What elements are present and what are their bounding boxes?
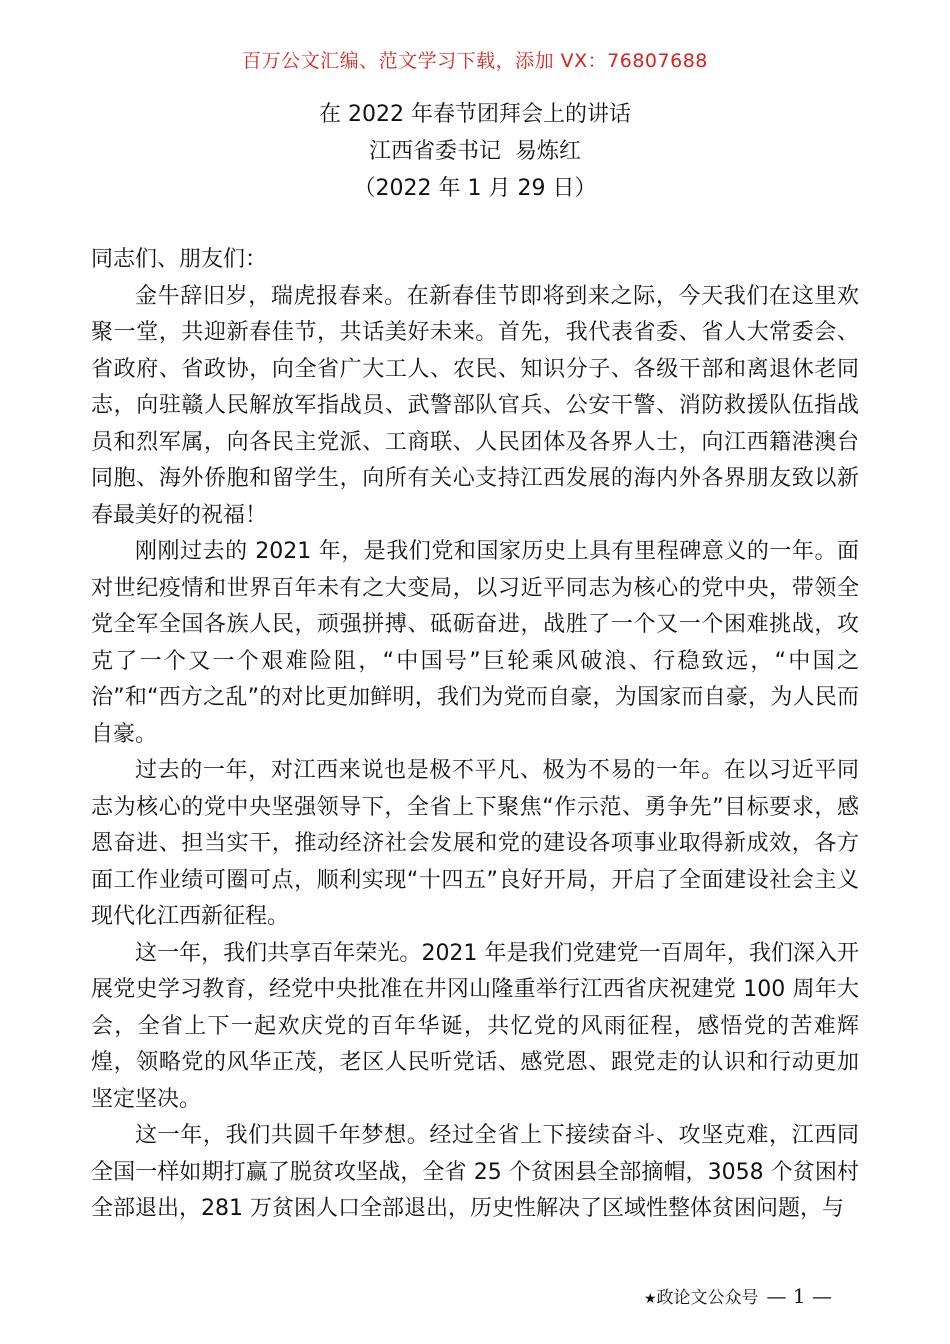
paragraph: 过去的一年，对江西来说也是极不平凡、极为不易的一年。在以习近平同志为核心的党中央坚强领导下，全省上下聚焦“作示范、勇争先”目标要求，感恩奋进、担当实干，推动经济社会发展和党的建设各项事业取得新成效，各方面工作业绩可圈可点，顺利实现“十四五”良好开局，开启了全面建设社会主义现代化江西新征程。 <box>91 758 859 929</box>
paragraph: 金牛辞旧岁，瑞虎报春来。在新春佳节即将到来之际，今天我们在这里欢聚一堂，共迎新春佳节，共话美好未来。首先，我代表省委、省人大常委会、省政府、省政协，向全省广大工人、农民、知识分子、各级干部和离退休老同志，向驻赣人民解放军指战员、武警部队官兵、公安干警、消防救援队伍指战员和烈军属，向各民主党派、工商联、人民团体及各界人士，向江西籍港澳台同胞、海外侨胞和留学生，向所有关心支持江西发展的海内外各界朋友致以新春最美好的祝福！ <box>91 283 859 528</box>
speech-body <box>91 242 859 1228</box>
paragraph: 这一年，我们共圆千年梦想。经过全省上下接续奋斗、攻坚克难，江西同全国一样如期打赢了脱贫攻坚战，全省 25 个贫困县全部摘帽，3058 个贫困村全部退出，281 万贫困人口全部退出，历史性解决了区域性整体贫困问题，与 <box>91 1123 859 1221</box>
speech-title: 在 2022 年春节团拜会上的讲话 <box>319 102 631 127</box>
paragraph: 刚刚过去的 2021 年，是我们党和国家历史上具有里程碑意义的一年。面对世纪疫情和世界百年未有之大变局，以习近平同志为核心的党中央，带领全党全军全国各族人民，顽强拼搏、砥砺奋进，战胜了一个又一个困难挑战，攻克了一个又一个艰难险阻，“中国号”巨轮乘风破浪、行稳致远，“中国之治”和“西方之乱”的对比更加鲜明，我们为党而自豪，为国家而自豪，为人民而自豪。 <box>91 539 859 747</box>
paragraph: 这一年，我们共享百年荣光。2021 年是我们党建党一百周年，我们深入开展党史学习教育，经党中央批准在井冈山隆重举行江西省庆祝建党 100 周年大会，全省上下一起欢庆党的百年华诞，共忆党的风雨征程，感悟党的苦难辉煌，领略党的风华正茂，老区人民听党话、感党恩、跟党走的认识和行动更加坚定坚决。 <box>91 940 859 1112</box>
page-footer <box>644 1283 832 1308</box>
title-block <box>0 96 950 207</box>
footer-label: 政论文公众号 <box>656 1288 759 1308</box>
speaker-line: 江西省委书记 易炼红 <box>369 139 581 164</box>
salutation: 同志们、朋友们： <box>91 247 268 272</box>
header-banner: 百万公文汇编、范文学习下载，添加 VX：76807688 <box>242 50 708 72</box>
speech-date: （2022 年 1 月 29 日） <box>353 176 597 201</box>
page-number: — 1 — <box>766 1284 832 1308</box>
star-icon: ★ <box>643 1291 657 1307</box>
